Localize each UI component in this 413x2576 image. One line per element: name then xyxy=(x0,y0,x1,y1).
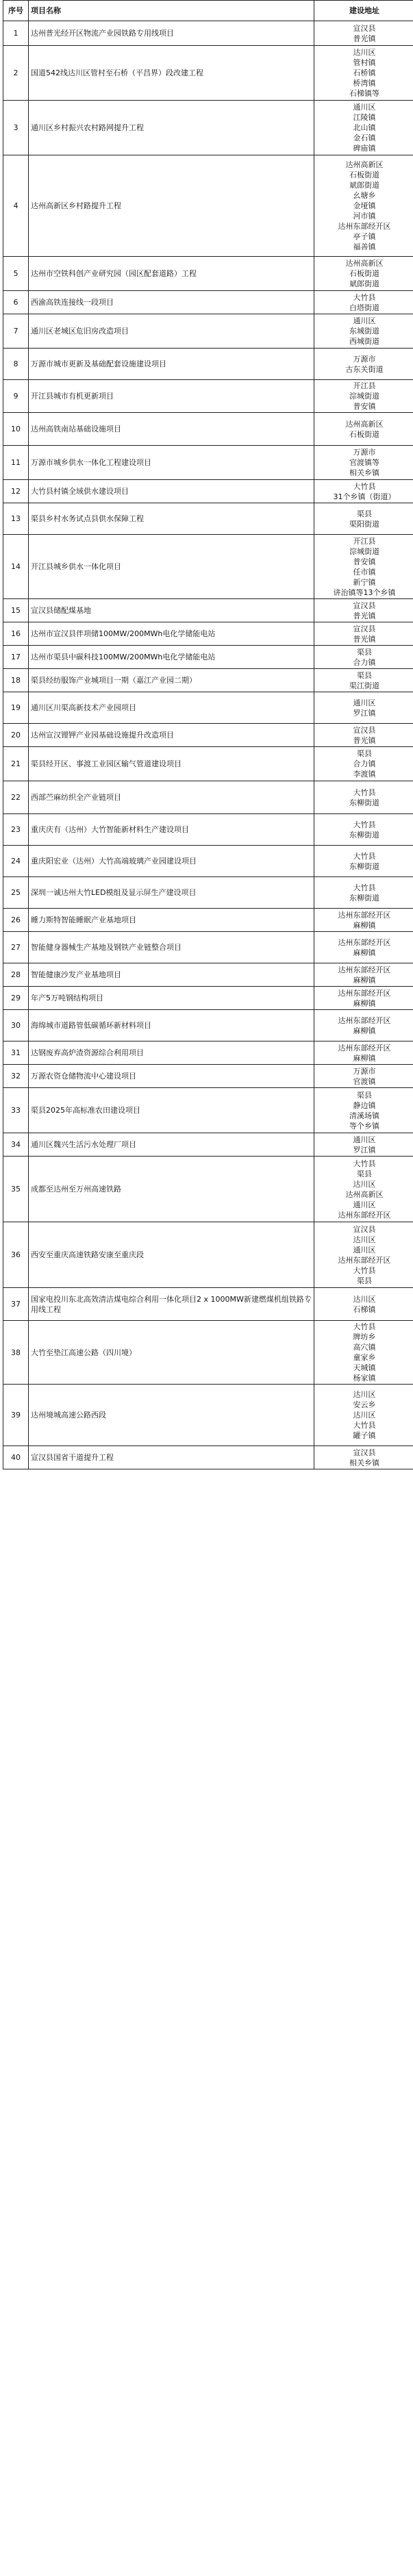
location-line: 普安镇 xyxy=(353,402,376,411)
location-line: 达川区 xyxy=(353,1294,376,1304)
location-line: 官渡镇 xyxy=(353,1076,376,1086)
table-row xyxy=(3,1385,413,1446)
row-number: 25 xyxy=(3,877,29,909)
project-name: 国道542线达川区管村至石桥（平昌界）段改建工程 xyxy=(29,46,314,101)
table-row xyxy=(3,814,413,846)
location-line: 罗江镇 xyxy=(353,1145,376,1154)
location-line: 通川区 xyxy=(353,1245,376,1254)
project-location xyxy=(314,646,413,669)
table-row xyxy=(3,669,413,692)
location-line: 大竹县 xyxy=(353,883,376,892)
location-line: 宣汉县 xyxy=(353,601,376,610)
project-name: 达州宣汉锂钾产业园基础设施提升改造项目 xyxy=(29,724,314,747)
project-name: 海绵城市道路管低碳循环新材料项目 xyxy=(29,1010,314,1041)
project-location xyxy=(314,314,413,349)
location-line: 达州东部经开区 xyxy=(338,965,391,974)
project-location xyxy=(314,349,413,380)
row-number: 27 xyxy=(3,932,29,963)
row-number: 10 xyxy=(3,413,29,446)
project-name: 达州高铁南站基础设施项目 xyxy=(29,413,314,446)
project-location xyxy=(314,1157,413,1222)
project-location xyxy=(314,503,413,535)
row-number: 12 xyxy=(3,480,29,503)
location-line: 石板街道 xyxy=(349,171,379,179)
location-line: 渠县 xyxy=(357,647,372,657)
row-number: 38 xyxy=(3,1321,29,1385)
location-line: 达川区 xyxy=(353,1235,376,1244)
project-location xyxy=(314,963,413,987)
location-line: 渠阳街道 xyxy=(349,519,379,529)
row-number: 3 xyxy=(3,101,29,155)
location-line: 金垭镇 xyxy=(353,201,376,210)
row-number: 35 xyxy=(3,1157,29,1222)
project-name: 智能健康沙发产业基地项目 xyxy=(29,963,314,987)
table-row xyxy=(3,155,413,257)
location-line: 渠县 xyxy=(357,1276,372,1285)
project-name: 国家电投川东北高效清洁煤电综合利用一体化项目2 x 1000MW新建燃煤机组铁路专用线工程 xyxy=(29,1288,314,1321)
table-row xyxy=(3,1321,413,1385)
location-line: 麻柳镇 xyxy=(353,1053,376,1063)
row-number: 30 xyxy=(3,1010,29,1041)
location-line: 白塔街道 xyxy=(349,303,379,312)
project-location xyxy=(314,932,413,963)
location-line: 达州东部经开区 xyxy=(338,1015,391,1025)
location-line: 通川区 xyxy=(353,316,376,325)
location-line: 东柳街道 xyxy=(349,861,379,871)
location-line: 大竹县 xyxy=(353,1265,376,1275)
location-line: 古东关街道 xyxy=(345,364,384,374)
location-line: 新宁镇 xyxy=(353,577,376,587)
row-number: 8 xyxy=(3,349,29,380)
table-row xyxy=(3,781,413,814)
location-line: 任市镇 xyxy=(353,567,376,577)
project-location xyxy=(314,846,413,877)
table-row xyxy=(3,380,413,413)
row-number: 17 xyxy=(3,646,29,669)
location-line: 福善镇 xyxy=(353,242,376,251)
project-location xyxy=(314,446,413,480)
location-line: 合力镇 xyxy=(353,657,376,667)
location-line: 大竹县 xyxy=(353,292,376,302)
location-line: 石板街道 xyxy=(349,269,379,278)
location-line: 普安镇 xyxy=(353,557,376,566)
project-location xyxy=(314,909,413,932)
row-number: 1 xyxy=(3,21,29,46)
header-location: 建设地址 xyxy=(314,1,413,21)
location-line: 宣汉县 xyxy=(353,23,376,33)
location-line: 罐子镇 xyxy=(353,1431,376,1440)
location-line: 江陵镇 xyxy=(353,113,376,122)
project-name: 万源市城市更新及基础配套设施建设项目 xyxy=(29,349,314,380)
table-row xyxy=(3,987,413,1010)
row-number: 39 xyxy=(3,1385,29,1446)
location-line: 达州东部经开区 xyxy=(338,910,391,920)
location-line: 东柳街道 xyxy=(349,830,379,839)
project-location xyxy=(314,21,413,46)
row-number: 26 xyxy=(3,909,29,932)
location-line: 达州高新区 xyxy=(345,1189,384,1199)
project-name: 重庆阳宏业（达州）大竹高端玻璃产业园建设项目 xyxy=(29,846,314,877)
project-name: 达州市渠县中碳科技100MW/200MWh电化学储能电站 xyxy=(29,646,314,669)
row-number: 7 xyxy=(3,314,29,349)
row-number: 29 xyxy=(3,987,29,1010)
location-line: 达州高新区 xyxy=(345,259,384,268)
project-name: 通川区川渠高新技术产业园项目 xyxy=(29,692,314,724)
project-name: 睡力斯特智能睡眠产业基地项目 xyxy=(29,909,314,932)
location-line: 达川区 xyxy=(353,1179,376,1189)
row-number: 20 xyxy=(3,724,29,747)
location-line: 万源市 xyxy=(353,1066,376,1076)
table-row xyxy=(3,1133,413,1157)
project-location xyxy=(314,1222,413,1288)
location-line: 普光镇 xyxy=(353,634,376,644)
location-line: 大竹县 xyxy=(353,1159,376,1168)
location-line: 大竹县 xyxy=(353,1421,376,1430)
project-name: 达钢废弃高炉渣资源综合利用项目 xyxy=(29,1041,314,1065)
table-row xyxy=(3,599,413,622)
location-line: 金石镇 xyxy=(353,134,376,142)
location-line: 达川区 xyxy=(353,48,376,57)
table-body xyxy=(3,21,413,1469)
table-row xyxy=(3,21,413,46)
table-row xyxy=(3,314,413,349)
location-line: 渠县 xyxy=(357,1169,372,1178)
table-row xyxy=(3,257,413,291)
row-number: 19 xyxy=(3,692,29,724)
table-row xyxy=(3,503,413,535)
location-line: 合力镇 xyxy=(353,759,376,768)
table-row xyxy=(3,349,413,380)
location-line: 安云乡 xyxy=(353,1400,376,1409)
location-line: 淙城街道 xyxy=(349,392,379,401)
table-row xyxy=(3,1288,413,1321)
project-name: 万源市城乡供水一体化工程建设项目 xyxy=(29,446,314,480)
project-name: 智能健身器械生产基地及钢铁产业链整合项目 xyxy=(29,932,314,963)
location-line: 童家乡 xyxy=(353,1353,376,1362)
project-name: 西部苎麻纺织全产业链项目 xyxy=(29,781,314,814)
location-line: 大竹县 xyxy=(353,787,376,797)
project-name: 开江县城乡供水一体化项目 xyxy=(29,535,314,599)
row-number: 15 xyxy=(3,599,29,622)
project-name: 达州普光经开区物流产业园铁路专用线项目 xyxy=(29,21,314,46)
project-name: 西渝高铁连接线一段项目 xyxy=(29,291,314,314)
location-line: 麻柳镇 xyxy=(353,975,376,985)
project-name: 达州高新区乡村路提升工程 xyxy=(29,155,314,257)
project-name: 通川区乡村振兴农村路网提升工程 xyxy=(29,101,314,155)
project-location xyxy=(314,1041,413,1065)
table-row xyxy=(3,622,413,646)
location-line: 万源市 xyxy=(353,354,376,364)
project-name: 通川区老城区危旧房改造项目 xyxy=(29,314,314,349)
location-line: 东城街道 xyxy=(349,327,379,336)
location-line: 相关乡镇 xyxy=(349,1458,379,1467)
project-name: 宣汉县国省干道提升工程 xyxy=(29,1446,314,1469)
table-row xyxy=(3,877,413,909)
table-row xyxy=(3,692,413,724)
project-name: 通川区魏兴生活污水处理厂项目 xyxy=(29,1133,314,1157)
location-line: 斌郎街道 xyxy=(349,279,379,288)
location-line: 李渡镇 xyxy=(353,770,376,779)
location-line: 桥湾镇 xyxy=(353,79,376,88)
location-line: 管村镇 xyxy=(353,58,376,67)
project-location xyxy=(314,1065,413,1088)
table-row xyxy=(3,46,413,101)
location-line: 达州东部经开区 xyxy=(338,222,391,231)
project-location xyxy=(314,1288,413,1321)
location-line: 普光镇 xyxy=(353,735,376,745)
table-row xyxy=(3,747,413,781)
project-location xyxy=(314,1088,413,1133)
project-location xyxy=(314,747,413,781)
row-number: 23 xyxy=(3,814,29,846)
project-name: 深圳一诚达州大竹LED模组及显示屏生产建设项目 xyxy=(29,877,314,909)
location-line: 杨家镇 xyxy=(353,1374,376,1382)
location-line: 大竹县 xyxy=(353,481,376,491)
row-number: 14 xyxy=(3,535,29,599)
location-line: 宣汉县 xyxy=(353,624,376,633)
header-name: 项目名称 xyxy=(29,1,314,21)
location-line: 麻柳镇 xyxy=(353,920,376,930)
project-location xyxy=(314,622,413,646)
project-location xyxy=(314,291,413,314)
project-name: 渠县经纺服饰产业城项目一期（嘉江产业园二期） xyxy=(29,669,314,692)
table-row xyxy=(3,446,413,480)
project-name: 渠县2025年高标准农田建设项目 xyxy=(29,1088,314,1133)
location-line: 宣汉县 xyxy=(353,1224,376,1234)
table-row xyxy=(3,932,413,963)
location-line: 石桥镇 xyxy=(353,68,376,77)
table-row xyxy=(3,1010,413,1041)
location-line: 开江县 xyxy=(353,536,376,546)
location-line: 开江县 xyxy=(353,381,376,390)
location-line: 麻柳镇 xyxy=(353,948,376,957)
location-line: 相关乡镇 xyxy=(349,468,379,477)
location-line: 达州东部经开区 xyxy=(338,1043,391,1052)
location-line: 牌坊乡 xyxy=(353,1333,376,1341)
table-row xyxy=(3,724,413,747)
location-line: 石板街道 xyxy=(349,429,379,439)
project-location xyxy=(314,1010,413,1041)
location-line: 官渡镇等 xyxy=(349,458,379,467)
row-number: 2 xyxy=(3,46,29,101)
row-number: 18 xyxy=(3,669,29,692)
row-number: 37 xyxy=(3,1288,29,1321)
location-line: 达州东部经开区 xyxy=(338,1210,391,1220)
header-no: 序号 xyxy=(3,1,29,21)
table-row xyxy=(3,1222,413,1288)
table-row xyxy=(3,1041,413,1065)
location-line: 等个乡镇 xyxy=(349,1121,379,1131)
project-name: 成都至达州至万州高速铁路 xyxy=(29,1157,314,1222)
location-line: 麻柳镇 xyxy=(353,1026,376,1035)
table-row xyxy=(3,1446,413,1469)
location-line: 达川区 xyxy=(353,1411,376,1419)
project-location xyxy=(314,413,413,446)
project-location xyxy=(314,46,413,101)
project-name: 开江县城市有机更新项目 xyxy=(29,380,314,413)
table-row xyxy=(3,846,413,877)
location-line: 大竹县 xyxy=(353,820,376,829)
location-line: 西城街道 xyxy=(349,337,379,346)
location-line: 宣汉县 xyxy=(353,1448,376,1457)
project-name: 西安至重庆高速铁路安康至重庆段 xyxy=(29,1222,314,1288)
project-location xyxy=(314,535,413,599)
project-location xyxy=(314,1385,413,1446)
project-location xyxy=(314,724,413,747)
location-line: 高穴镇 xyxy=(353,1343,376,1352)
location-line: 讲治镇等13个乡镇 xyxy=(333,588,396,597)
project-location xyxy=(314,1446,413,1469)
table-row xyxy=(3,291,413,314)
location-line: 幺塘乡 xyxy=(353,191,376,200)
row-number: 31 xyxy=(3,1041,29,1065)
project-name: 重庆庆有（达州）大竹智能新材料生产建设项目 xyxy=(29,814,314,846)
project-location xyxy=(314,814,413,846)
location-line: 静边镇 xyxy=(353,1100,376,1110)
row-number: 36 xyxy=(3,1222,29,1288)
row-number: 40 xyxy=(3,1446,29,1469)
location-line: 渠县 xyxy=(357,749,372,758)
location-line: 达州东部经开区 xyxy=(338,1255,391,1265)
location-line: 东柳街道 xyxy=(349,893,379,902)
project-location xyxy=(314,1321,413,1385)
location-line: 普光镇 xyxy=(353,34,376,43)
project-location xyxy=(314,380,413,413)
location-line: 通川区 xyxy=(353,698,376,707)
location-line: 万源市 xyxy=(353,448,376,457)
location-line: 渠县 xyxy=(357,509,372,518)
project-name: 渠县经开区、事渡工业园区输气管道建设项目 xyxy=(29,747,314,781)
location-line: 渠县 xyxy=(357,670,372,680)
location-line: 大竹县 xyxy=(353,851,376,861)
project-name: 大竹至垫江高速公路（四川境） xyxy=(29,1321,314,1385)
project-name: 年产5万吨钢结构项目 xyxy=(29,987,314,1010)
location-line: 碑庙镇 xyxy=(353,144,376,153)
location-line: 河市镇 xyxy=(353,212,376,220)
project-location xyxy=(314,257,413,291)
row-number: 34 xyxy=(3,1133,29,1157)
row-number: 11 xyxy=(3,446,29,480)
row-number: 32 xyxy=(3,1065,29,1088)
location-line: 达州东部经开区 xyxy=(338,937,391,947)
location-line: 淙城街道 xyxy=(349,546,379,556)
project-location xyxy=(314,155,413,257)
project-name: 宣汉县储配煤基地 xyxy=(29,599,314,622)
row-number: 22 xyxy=(3,781,29,814)
location-line: 普光镇 xyxy=(353,611,376,620)
table-row xyxy=(3,101,413,155)
project-location xyxy=(314,877,413,909)
location-line: 罗江镇 xyxy=(353,708,376,718)
table-row xyxy=(3,963,413,987)
project-location xyxy=(314,599,413,622)
row-number: 33 xyxy=(3,1088,29,1133)
row-number: 5 xyxy=(3,257,29,291)
location-line: 达州高新区 xyxy=(345,419,384,429)
location-line: 石梯镇 xyxy=(353,1304,376,1314)
location-line: 渠县 xyxy=(357,1090,372,1100)
table-row xyxy=(3,480,413,503)
table-row xyxy=(3,1065,413,1088)
location-line: 达州东部经开区 xyxy=(338,988,391,998)
location-line: 清溪场镇 xyxy=(349,1111,379,1120)
row-number: 6 xyxy=(3,291,29,314)
project-name: 达州境城高速公路西段 xyxy=(29,1385,314,1446)
location-line: 斌郎街道 xyxy=(349,181,379,190)
location-line: 天城镇 xyxy=(353,1363,376,1372)
row-number: 24 xyxy=(3,846,29,877)
row-number: 28 xyxy=(3,963,29,987)
table-row xyxy=(3,646,413,669)
table-row xyxy=(3,535,413,599)
location-line: 渠江街道 xyxy=(349,681,379,690)
project-table xyxy=(3,0,413,1469)
table-row xyxy=(3,413,413,446)
project-name: 万源农资仓储物流中心建设项目 xyxy=(29,1065,314,1088)
location-line: 达州高新区 xyxy=(345,160,384,169)
location-line: 麻柳镇 xyxy=(353,998,376,1008)
location-line: 大竹县 xyxy=(353,1322,376,1331)
project-location xyxy=(314,987,413,1010)
table-header-row xyxy=(3,1,413,21)
location-line: 通川区 xyxy=(353,103,376,112)
location-line: 宣汉县 xyxy=(353,725,376,735)
row-number: 13 xyxy=(3,503,29,535)
project-location xyxy=(314,480,413,503)
location-line: 石梯镇等 xyxy=(349,89,379,98)
table-row xyxy=(3,909,413,932)
table-row xyxy=(3,1088,413,1133)
project-name: 达州市宣汉县伴项储100MW/200MWh电化学储能电站 xyxy=(29,622,314,646)
project-name: 渠县乡村水务试点县供水保障工程 xyxy=(29,503,314,535)
location-line: 亭子镇 xyxy=(353,232,376,241)
location-line: 通川区 xyxy=(353,1135,376,1144)
location-line: 达川区 xyxy=(353,1390,376,1399)
row-number: 21 xyxy=(3,747,29,781)
project-location xyxy=(314,1133,413,1157)
row-number: 9 xyxy=(3,380,29,413)
project-name: 大竹县村镇全域供水建设项目 xyxy=(29,480,314,503)
location-line: 通川区 xyxy=(353,1200,376,1209)
location-line: 东柳街道 xyxy=(349,798,379,807)
table-row xyxy=(3,1157,413,1222)
project-location xyxy=(314,692,413,724)
row-number: 4 xyxy=(3,155,29,257)
project-location xyxy=(314,101,413,155)
project-location xyxy=(314,669,413,692)
location-line: 北山镇 xyxy=(353,123,376,132)
project-name: 达州市空铁科创产业研究园（园区配套道路）工程 xyxy=(29,257,314,291)
project-location xyxy=(314,781,413,814)
location-line: 31个乡镇（街道） xyxy=(333,492,396,501)
row-number: 16 xyxy=(3,622,29,646)
